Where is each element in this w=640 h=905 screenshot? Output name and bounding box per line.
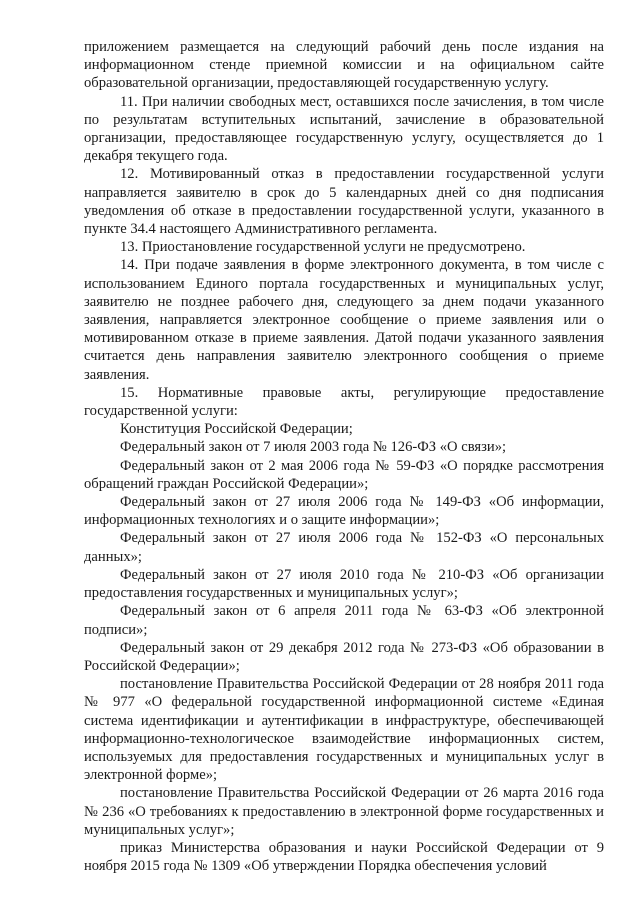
law-item-273fz: Федеральный закон от 29 декабря 2012 года № 273-ФЗ «Об образовании в Российской Федерации»; — [84, 639, 604, 674]
law-item-152fz: Федеральный закон от 27 июля 2006 года № 152-ФЗ «О персональных данных»; — [84, 530, 604, 565]
law-item-63fz: Федеральный закон от 6 апреля 2011 года № 63-ФЗ «Об электронной подписи»; — [84, 603, 604, 638]
paragraph-13: 13. Приостановление государственной услуги не предусмотрено. — [120, 239, 526, 256]
law-item-order-1309: приказ Министерства образования и науки Российской Федерации от 9 ноября 2015 года № 1309 «Об утверждении Порядка обеспечения условий — [84, 839, 604, 875]
paragraph-14: 14. При подаче заявления в форме электронного документа, в том числе с использованием Единого портала государственных и муниципальных услуг, заявителю не позднее рабочего дня, следующего за днем подачи указанного заявления, направляется электронное сообщение о приеме заявления или о мотивированном отказе в приеме заявления. Датой подачи указанного заявления считается день направления заявителю электронного сообщения о приеме заявления. — [84, 257, 604, 383]
paragraph-continuation: приложением размещается на следующий рабочий день после издания на информационном стенде приемной комиссии и на официальном сайте образовательной организации, предоставляющей государственную услугу. — [84, 39, 604, 92]
law-item-59fz: Федеральный закон от 2 мая 2006 года № 59-ФЗ «О порядке рассмотрения обращений граждан Российской Федерации»; — [84, 457, 604, 492]
law-item-decree-977: постановление Правительства Российской Федерации от 28 ноября 2011 года № 977 «О федеральной государственной информационной системе «Единая система идентификации и аутентификации в инфраструктуре, обеспечивающей информационно-технологическое взаимодействие информационных систем, используемых для предоставления государственных и муниципальных услуг в электронной форме»; — [84, 676, 604, 784]
paragraph-15: 15. Нормативные правовые акты, регулирующие предоставление государственной услуги: — [84, 384, 604, 420]
law-item-constitution: Конституция Российской Федерации; — [120, 421, 353, 438]
document-page — [84, 38, 604, 875]
law-item-126fz: Федеральный закон от 7 июля 2003 года № 126-ФЗ «О связи»; — [120, 439, 507, 456]
paragraph-12: 12. Мотивированный отказ в предоставлении государственной услуги направляется заявителю в срок до 5 календарных дней со дня подписания уведомления об отказе в предоставлении государственной услуги, указанного в пункте 34.4 настоящего Административного регламента. — [84, 166, 604, 238]
law-item-149fz: Федеральный закон от 27 июля 2006 года № 149-ФЗ «Об информации, информационных технологиях и о защите информации»; — [84, 494, 604, 529]
law-item-decree-236: постановление Правительства Российской Федерации от 26 марта 2016 года № 236 «О требованиях к предоставлению в электронной форме государственных и муниципальных услуг»; — [84, 785, 604, 838]
paragraph-11: 11. При наличии свободных мест, оставшихся после зачисления, в том числе по результатам вступительных испытаний, зачисление в образовательной организации, предоставляющее государственную услугу, осуществляется до 1 декабря текущего года. — [84, 93, 604, 165]
law-item-210fz: Федеральный закон от 27 июля 2010 года № 210-ФЗ «Об организации предоставления государственных и муниципальных услуг»; — [84, 566, 604, 602]
